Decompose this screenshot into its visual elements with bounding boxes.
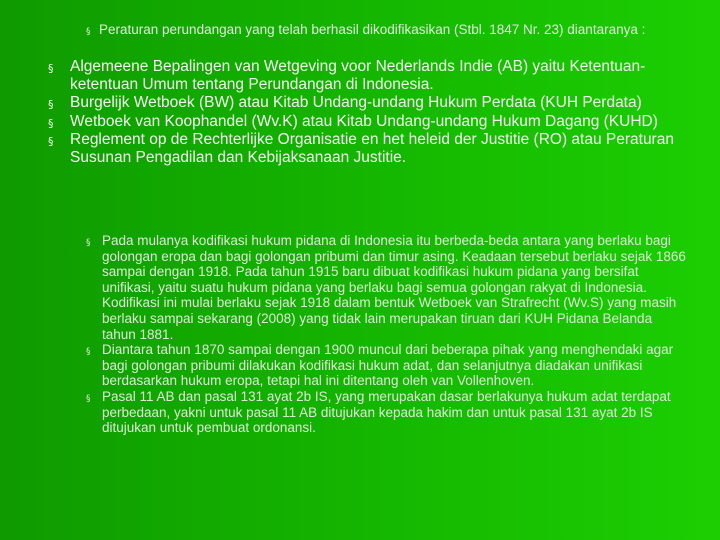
intro-list [86,23,686,37]
list-item [48,58,678,93]
list-item-text: Burgelijk Wetboek (BW) atau Kitab Undang-undang Hukum Perdata (KUH Perdata) [70,94,642,111]
bullet-icon: § [86,27,91,37]
list-item [48,131,678,166]
bullet-icon: § [48,135,54,148]
detail-item-text: Pasal 11 AB dan pasal 131 ayat 2b IS, yang merupakan dasar berlakunya hukum adat terdapat perbedaan, yakni untuk pasal 11 AB ditujukan kepada hakim dan untuk pasal 131 ayat 2b IS ditujukan untuk pembuat ordonansi. [102,388,671,436]
list-item-text: Wetboek van Koophandel (Wv.K) atau Kitab Undang-undang Hukum Dagang (KUHD) [70,112,658,130]
detail-item [86,389,686,436]
bullet-icon: § [86,238,91,248]
list-item-text: Reglement op de Rechterlijke Organisatie en het heleid der Justitie (RO) atau Peraturan Susunan Pengadilan dan Kebijaksanaan Justitie. [70,131,674,166]
detail-item-text: Pada mulanya kodifikasi hukum pidana di Indonesia itu berbeda-beda antara yang berlaku bagi golongan eropa dan bagi golongan pribumi dan timur asing. Keadaan tersebut berlaku sejak 1866 sampai dengan 1918. Pada tahun 1915 baru dibuat kodifikasi hukum pidana yang bersifat unifikasi, yaitu suatu hukum pidana yang berlaku bagi semua golongan rakyat di Indonesia. Kodifikasi ini mulai berlaku sejak 1918 dalam bentuk Wetboek van Strafrecht (Wv.S) yang masih berlaku sampai sekarang (2008) yang tidak lain merupakan tiruan dari KUH Pidana Belanda tahun 1881. [102,233,686,342]
list-item-text: Algemeene Bepalingen van Wetgeving voor Nederlands Indie (AB) yaitu Ketentuan-ketentuan Umum tentang Perundangan di Indonesia. [70,58,646,93]
intro-text: Peraturan perundangan yang telah berhasil dikodifikasikan (Stbl. 1847 Nr. 23) diantaranya : [99,22,646,37]
bullet-icon: § [48,98,54,111]
detail-item [86,233,686,342]
intro-item [86,23,686,37]
list-item [48,113,678,131]
main-list [48,58,678,167]
list-item [48,94,678,112]
bullet-icon: § [48,116,54,130]
detail-list [86,233,686,436]
detail-item [86,342,686,389]
detail-item-text: Diantara tahun 1870 sampai dengan 1900 muncul dari beberapa pihak yang menghendaki agar bagi golongan pribumi dilakukan kodifikasi hukum adat, dan selanjutnya diadakan unifikasi berdasarkan hukum eropa, tetapi hal ini ditentang oleh van Vollenhoven. [102,342,674,389]
bullet-icon: § [48,62,54,75]
bullet-icon: § [86,393,91,404]
bullet-icon: § [86,347,91,358]
